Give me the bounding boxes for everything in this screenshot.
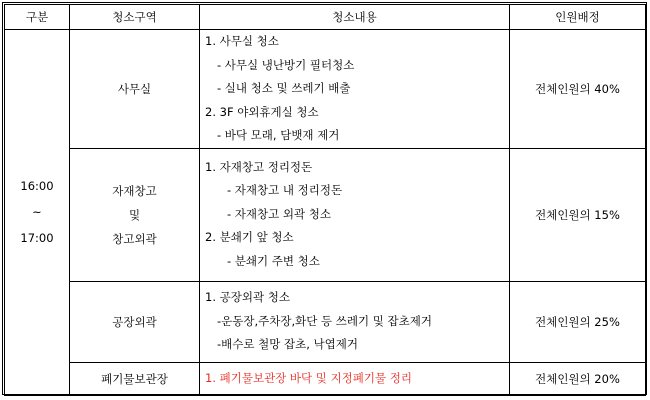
content-line: - 사무실 냉난방기 필터청소 [217, 57, 355, 72]
time-cell [5, 30, 70, 396]
time-separator: ~ [32, 205, 42, 220]
content-line: - 분쇄기 주변 청소 [227, 253, 320, 268]
content-cell [200, 281, 510, 362]
staff-cell: 전체인원의 15% [510, 148, 646, 281]
content-line: 2. 분쇄기 앞 청소 [205, 230, 294, 245]
area-cell [70, 148, 200, 281]
content-cell [200, 30, 510, 149]
content-line: -운동장,주차장,화단 등 쓰레기 및 잡초제거 [217, 313, 432, 328]
area-name: 사무실 [117, 81, 152, 96]
area-name: 창고외곽 [112, 231, 157, 246]
staff-cell: 전체인원의 20% [510, 362, 646, 395]
area-name: 공장외곽 [112, 314, 157, 329]
cleaning-schedule-table [4, 4, 646, 396]
table-row [5, 148, 646, 281]
content-line: 1. 공장외곽 청소 [205, 290, 290, 305]
header-area: 청소구역 [70, 5, 200, 30]
header-content: 청소내용 [200, 5, 510, 30]
area-cell [70, 30, 200, 149]
time-start: 16:00 [20, 179, 54, 194]
content-line: - 실내 청소 및 쓰레기 배출 [217, 81, 351, 95]
table-header-row [5, 5, 646, 30]
area-name: 자재창고 [112, 183, 157, 198]
content-line: 1. 폐기물보관장 바닥 및 지정폐기물 정리 [205, 370, 412, 385]
table-row [5, 30, 646, 149]
content-line: - 자재창고 외곽 청소 [227, 206, 331, 221]
time-end: 17:00 [20, 231, 54, 246]
table-row [5, 281, 646, 362]
header-staff: 인원배정 [510, 5, 646, 30]
content-cell [200, 148, 510, 281]
area-cell [70, 281, 200, 362]
content-line: 2. 3F 야외휴게실 청소 [205, 104, 319, 119]
table-row [5, 362, 646, 395]
staff-cell: 전체인원의 25% [510, 281, 646, 362]
staff-cell: 전체인원의 40% [510, 30, 646, 149]
content-line: 1. 사무실 청소 [205, 34, 279, 48]
header-division: 구분 [5, 5, 70, 30]
area-name: 폐기물보관장 [101, 371, 168, 386]
content-line: -배수로 철망 잡초, 낙엽제거 [217, 337, 358, 352]
content-line: 1. 자재창고 정리정돈 [205, 159, 313, 174]
content-line: - 자재창고 내 정리정돈 [227, 183, 343, 198]
content-line: - 바닥 모래, 담뱃재 제거 [217, 128, 340, 142]
area-cell [70, 362, 200, 395]
area-name: 및 [128, 207, 141, 222]
content-cell [200, 362, 510, 395]
